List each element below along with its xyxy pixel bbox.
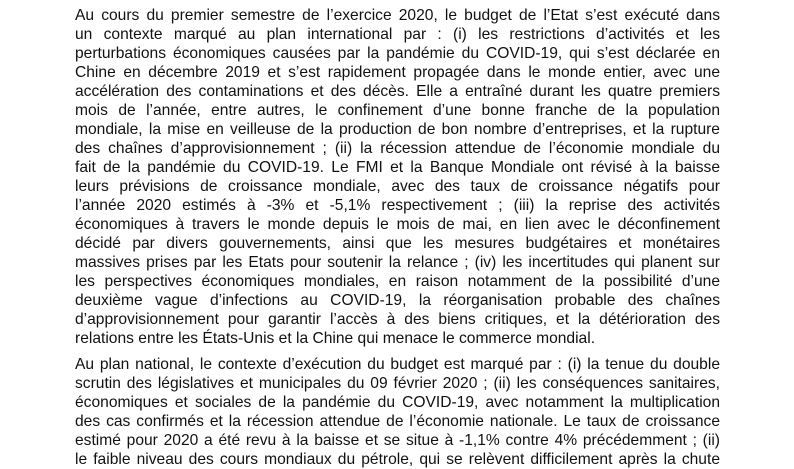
text-line: mondiale, la mise en veilleuse de la production de bon nombre d’entreprises, et la rupture <box>75 121 720 138</box>
text-line: perturbations économiques causées par la pandémie du COVID-19, qui s’est déclarée en <box>75 45 720 62</box>
paragraph-national-context <box>75 355 720 469</box>
text-line: décidé par divers gouvernements, ainsi que les mesures budgétaires et monétaires <box>75 235 720 252</box>
text-line: mois de l’année, entre autres, le confinement d’une bonne franche de la population <box>75 102 720 119</box>
text-line: des chaînes d’approvisionnement ; (ii) la récession attendue de l’économie mondiale du <box>75 140 720 157</box>
text-line: Au plan national, le contexte d’exécution du budget est marqué par : (i) la tenue du double <box>75 356 720 373</box>
text-line: d’approvisionnement pour garantir l’accès à des biens critiques, et la détérioration des <box>75 311 720 328</box>
text-line: des cas confirmés et la récession attendue de l’économie nationale. Le taux de croissance <box>75 413 720 430</box>
text-line: leurs prévisions de croissance mondiale, avec des taux de croissance négatifs pour <box>75 178 720 195</box>
text-line: économiques à travers le monde depuis le mois de mai, en lien avec le déconfinement <box>75 216 720 233</box>
text-line: scrutin des législatives et municipales du 09 février 2020 ; (ii) les conséquences sanitaires, <box>75 375 720 392</box>
text-line: relations entre les États-Unis et la Chine qui menace le commerce mondial. <box>75 330 596 347</box>
document-page <box>75 6 720 469</box>
text-line: un contexte marqué au plan international par : (i) les restrictions d’activités et les <box>75 26 720 43</box>
text-line: massives prises par les Etats pour soutenir la relance ; (iv) les incertitudes qui planent sur <box>75 254 720 271</box>
text-line: économiques et sociales de la pandémie du COVID-19, avec notamment la multiplication <box>75 394 720 411</box>
paragraph-spacer <box>75 348 720 355</box>
text-line: Au cours du premier semestre de l’exercice 2020, le budget de l’Etat s’est exécuté dans <box>75 7 720 24</box>
text-line: accélération des contaminations et des décès. Elle a entraîné durant les quatre premiers <box>75 83 720 100</box>
text-line: estimé pour 2020 a été revu à la baisse et se situe à -1,1% contre 4% précédemment ; (ii) <box>75 432 720 449</box>
paragraph-international-context <box>75 6 720 348</box>
text-line: fait de la pandémie du COVID-19. Le FMI et la Banque Mondiale ont révisé à la baisse <box>75 159 720 176</box>
text-line: les perspectives économiques mondiales, en raison notamment de la possibilité d’une <box>75 273 720 290</box>
text-line: le faible niveau des cours mondiaux du pétrole, qui se relèvent difficilement après la chute <box>75 451 720 468</box>
text-line: Chine en décembre 2019 et s’est rapidement propagée dans le monde entier, avec une <box>75 64 720 81</box>
text-line: deuxième vague d’infections au COVID-19, la réorganisation probable des chaînes <box>75 292 720 309</box>
text-line: l’année 2020 estimés à -3% et -5,1% respectivement ; (iii) la reprise des activités <box>75 197 720 214</box>
